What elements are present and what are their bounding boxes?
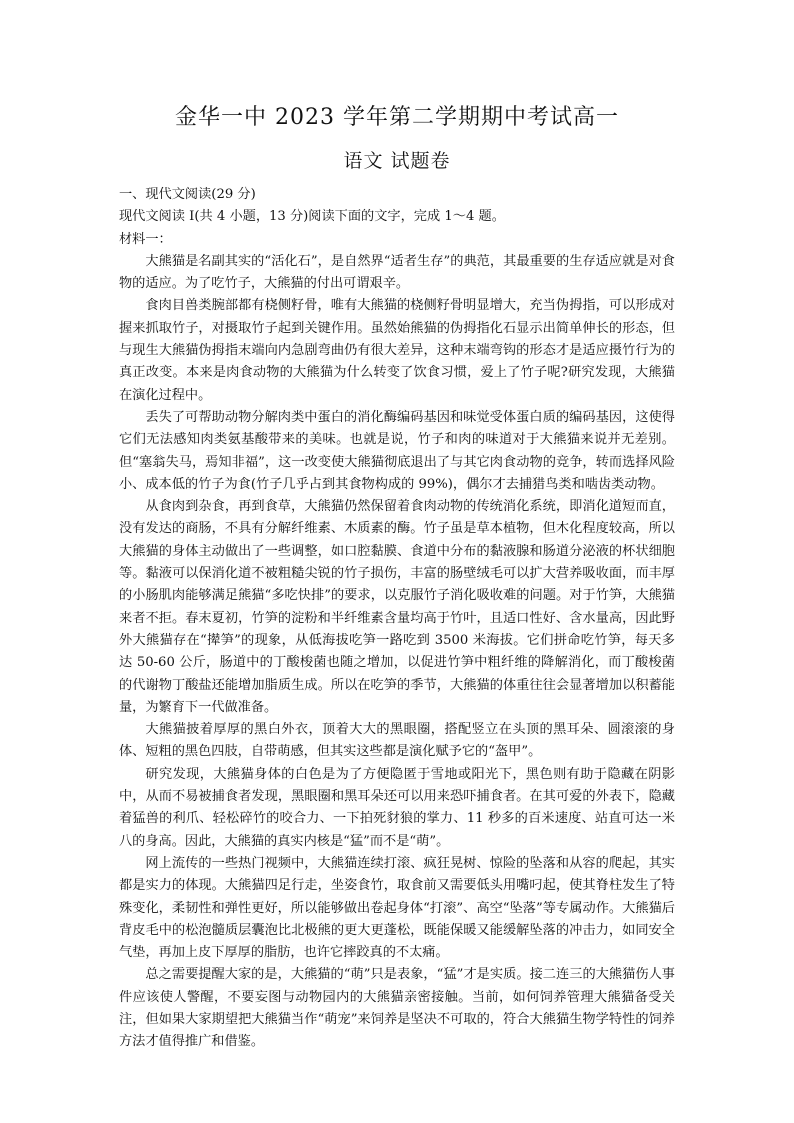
paragraph-7: 网上流传的一些热门视频中，大熊猫连续打滚、疯狂晃树、惊险的坠落和从容的爬起，其实都是实力的体现。大熊猫四足行走，坐姿食竹，取食前又需要低头用嘴叼起，使其脊柱发生了特殊变化，柔韧性和弹性更好，所以能够做出卷起身体“打滚”、高空“坠落”等专属动作。大熊猫后背皮毛中的松泡髓质层囊泡比北极熊的更大更蓬松，既能保暖又能缓解坠落的冲击力，如同安全气垫，再加上皮下厚厚的脂肪，也许它摔跤真的不太痛。: [119, 855, 675, 961]
exam-title: 金华一中 2023 学年第二学期期中考试高一: [175, 105, 619, 130]
exam-subtitle: 语文 试题卷: [343, 150, 451, 172]
paragraph-4: 从食肉到杂食，再到食草，大熊猫仍然保留着食肉动物的传统消化系统，即消化道短而直，没有发达的商肠，不具有分解纤维素、木质素的酶。竹子虽是草本植物，但木化程度较高，所以大熊猫的身体主动做出了一些调整，如口腔黏膜、食道中分布的黏液腺和肠道分泌液的杯状细胞等。黏液可以保消化道不被粗糙尖锐的竹子损伤，丰富的肠壁绒毛可以扩大营养吸收面，而丰厚的小肠肌肉能够满足熊猫“多吃快排”的要求，以克服竹子消化吸收难的问题。对于竹笋，大熊猫来者不拒。春末夏初，竹笋的淀粉和半纤维素含量均高于竹叶，且适口性好、含水量高，因此野外大熊猫存在“撵笋”的现象，从低海拔吃笋一路吃到 3500 米海拔。它们拼命吃竹笋，每天多达 50-60 公斤，肠道中的丁酸梭菌也随之增加，以促进竹笋中粗纤维的降解消化，而丁酸梭菌的代谢物丁酸盐还能增加脂质生成。所以在吃笋的季节，大熊猫的体重往往会显著增加以积蓄能量，为繁育下一代做准备。: [119, 499, 675, 715]
reading-section: [119, 184, 675, 1054]
section-heading: 一、现代文阅读(29 分): [119, 187, 256, 202]
section-instruction: 现代文阅读 I(共 4 小题，13 分)阅读下面的文字，完成 1～4 题。: [119, 209, 505, 225]
paragraph-2: 食肉目兽类腕部都有桡侧籽骨，唯有大熊猫的桡侧籽骨明显增大，充当伪拇指，可以形成对握来抓取竹子，对摄取竹子起到关键作用。虽然始熊猫的伪拇指化石显示出简单伸长的形态，但与现生大熊猫伪拇指末端向内急剧弯曲仍有很大差异，这种末端弯钩的形态才是适应摄竹行为的真正改变。本来是肉食动物的大熊猫为什么转变了饮食习惯，爱上了竹子呢?研究发现，大熊猫在演化过程中。: [119, 298, 675, 403]
material-label: 材料一：: [119, 231, 172, 247]
paragraph-1: 大熊猫是名副其实的“活化石”，是自然界“适者生存”的典范，其最重要的生存适应就是对食物的适应。为了吃竹子，大熊猫的付出可谓艰辛。: [119, 253, 675, 292]
paragraph-5: 大熊猫披着厚厚的黑白外衣，顶着大大的黑眼圈，搭配竖立在头顶的黑耳朵、圆滚滚的身体、短粗的黑色四肢，自带萌感，但其实这些都是演化赋予它的“盔甲”。: [119, 722, 675, 760]
paragraph-6: 研究发现，大熊猫身体的白色是为了方便隐匿于雪地或阳光下，黑色则有助于隐藏在阴影中，从而不易被捕食者发现，黑眼圈和黑耳朵还可以用来恐吓捕食者。在其可爱的外表下，隐藏着猛兽的利爪、轻松碎竹的咬合力、一下拍死豺狼的掌力、11 秒多的百米速度、站直可达一米八的身高。因此，大熊猫的真实内核是“猛”而不是“萌”。: [119, 766, 675, 849]
paragraph-8: 总之需要提醒大家的是，大熊猫的“萌”只是表象，“猛”才是实质。接二连三的大熊猫伤人事件应该使人警醒，不要妄图与动物园内的大熊猫亲密接触。当前，如何饲养管理大熊猫备受关注，但如果大家期望把大熊猫当作“萌宠”来饲养是坚决不可取的，符合大熊猫生物学特性的饲养方法才值得推广和借鉴。: [119, 967, 675, 1050]
paragraph-3: 丢失了可帮助动物分解肉类中蛋白的消化酶编码基因和味觉受体蛋白质的编码基因，这使得它们无法感知肉类氨基酸带来的美味。也就是说，竹子和肉的味道对于大熊猫来说并无差别。但“塞翁失马，焉知非福”，这一改变使大熊猫彻底退出了与其它肉食动物的竞争，转而选择风险小、成本低的竹子为食(竹子几乎占到其食物构成的 99%)，偶尔才去捕猎鸟类和啮齿类动物。: [119, 409, 675, 492]
